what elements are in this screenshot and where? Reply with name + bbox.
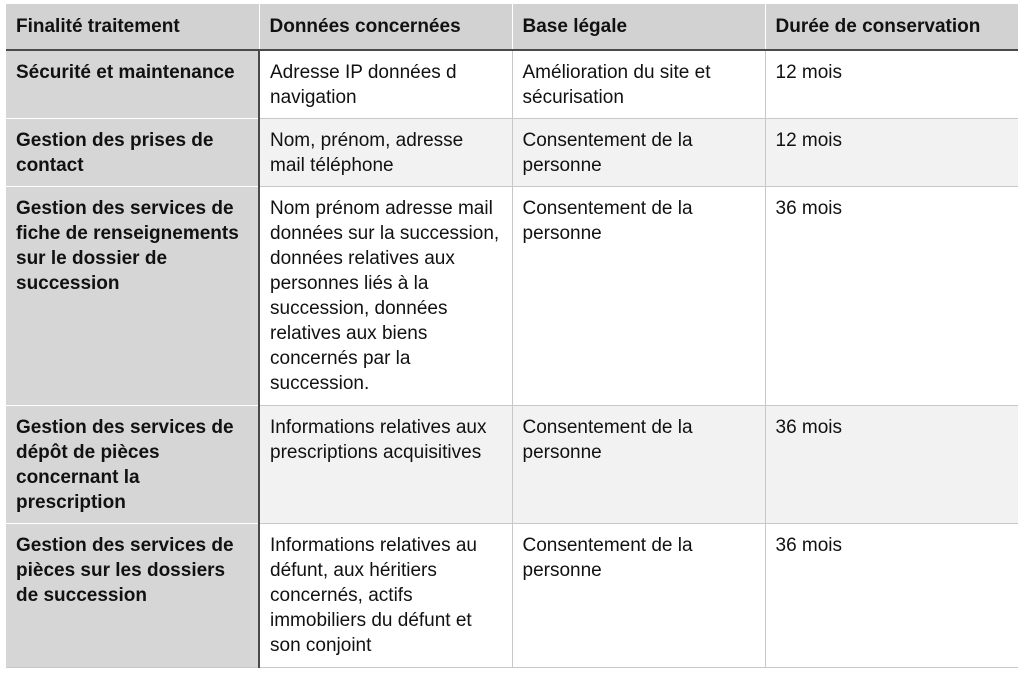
header-legal-basis: Base légale (512, 4, 765, 50)
retention-cell: 36 mois (765, 405, 1018, 523)
header-purpose: Finalité traitement (6, 4, 259, 50)
legal-basis-cell: Amélioration du site et sécurisation (512, 50, 765, 118)
purpose-cell: Gestion des prises de contact (6, 118, 259, 186)
table-row (6, 405, 1018, 523)
header-data: Données concernées (259, 4, 512, 50)
data-cell: Adresse IP données d navigation (259, 50, 512, 118)
purpose-cell: Gestion des services de fiche de renseignements sur le dossier de succession (6, 186, 259, 405)
retention-cell: 36 mois (765, 186, 1018, 405)
purpose-cell: Gestion des services de dépôt de pièces concernant la prescription (6, 405, 259, 523)
purpose-cell: Sécurité et maintenance (6, 50, 259, 118)
legal-basis-cell: Consentement de la personne (512, 405, 765, 523)
purpose-cell: Gestion des services de pièces sur les dossiers de succession (6, 523, 259, 667)
header-row (6, 4, 1018, 50)
data-cell: Nom prénom adresse mail données sur la succession, données relatives aux personnes liés à la succession, données relatives aux biens concernés par la succession. (259, 186, 512, 405)
header-retention: Durée de conservation (765, 4, 1018, 50)
retention-cell: 36 mois (765, 523, 1018, 667)
table-row (6, 118, 1018, 186)
table-body (6, 50, 1018, 667)
table-header (6, 4, 1018, 50)
data-cell: Informations relatives aux prescriptions acquisitives (259, 405, 512, 523)
retention-cell: 12 mois (765, 50, 1018, 118)
table-row (6, 523, 1018, 667)
data-cell: Nom, prénom, adresse mail téléphone (259, 118, 512, 186)
data-cell: Informations relatives au défunt, aux héritiers concernés, actifs immobiliers du défunt et son conjoint (259, 523, 512, 667)
table-row (6, 50, 1018, 118)
legal-basis-cell: Consentement de la personne (512, 186, 765, 405)
legal-basis-cell: Consentement de la personne (512, 118, 765, 186)
legal-basis-cell: Consentement de la personne (512, 523, 765, 667)
table-row (6, 186, 1018, 405)
data-processing-table (6, 4, 1018, 668)
retention-cell: 12 mois (765, 118, 1018, 186)
